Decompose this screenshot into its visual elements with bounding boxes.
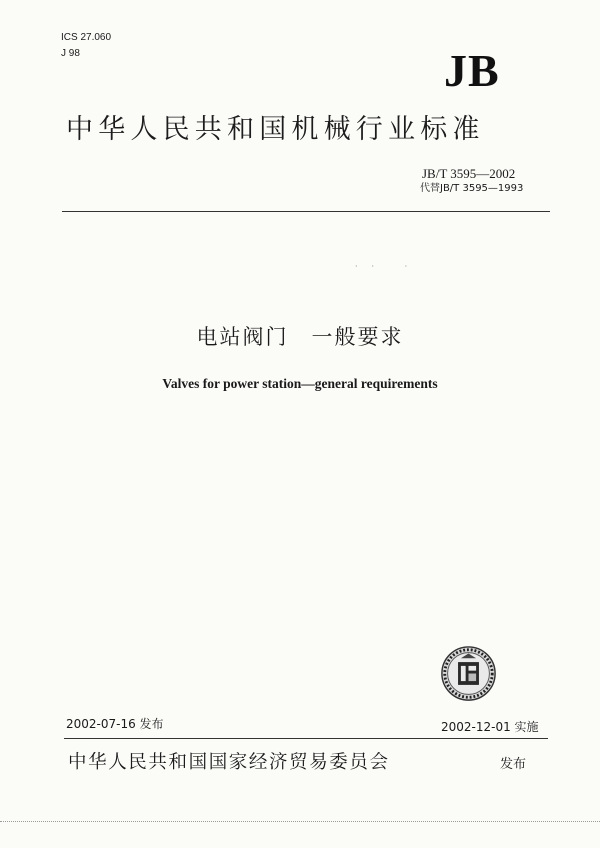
document-title-chinese: 电站阀门 一般要求 bbox=[196, 325, 404, 349]
publisher-seal-icon bbox=[440, 645, 497, 702]
jb-logo: JB bbox=[444, 45, 500, 96]
document-title-english: Valves for power station—general requirements bbox=[162, 376, 438, 391]
footer-divider bbox=[64, 738, 548, 739]
issue-date: 2002-07-16 发布 bbox=[66, 717, 164, 731]
classification-code: J 98 bbox=[61, 48, 80, 59]
replaces-standard: 代替JB/T 3595—1993 bbox=[420, 183, 524, 194]
standard-number: JB/T 3595—2002 bbox=[422, 166, 516, 181]
implementation-date: 2002-12-01 实施 bbox=[441, 720, 539, 734]
issuing-authority: 中华人民共和国国家经济贸易委员会 bbox=[68, 752, 390, 773]
header-divider bbox=[62, 211, 550, 212]
ics-code: ICS 27.060 bbox=[61, 32, 112, 43]
page-edge-line bbox=[0, 821, 600, 822]
publish-label: 发布 bbox=[500, 757, 527, 772]
standard-category-title: 中华人民共和国机械行业标准 bbox=[66, 114, 485, 145]
scan-specks: ·· · bbox=[355, 262, 422, 271]
